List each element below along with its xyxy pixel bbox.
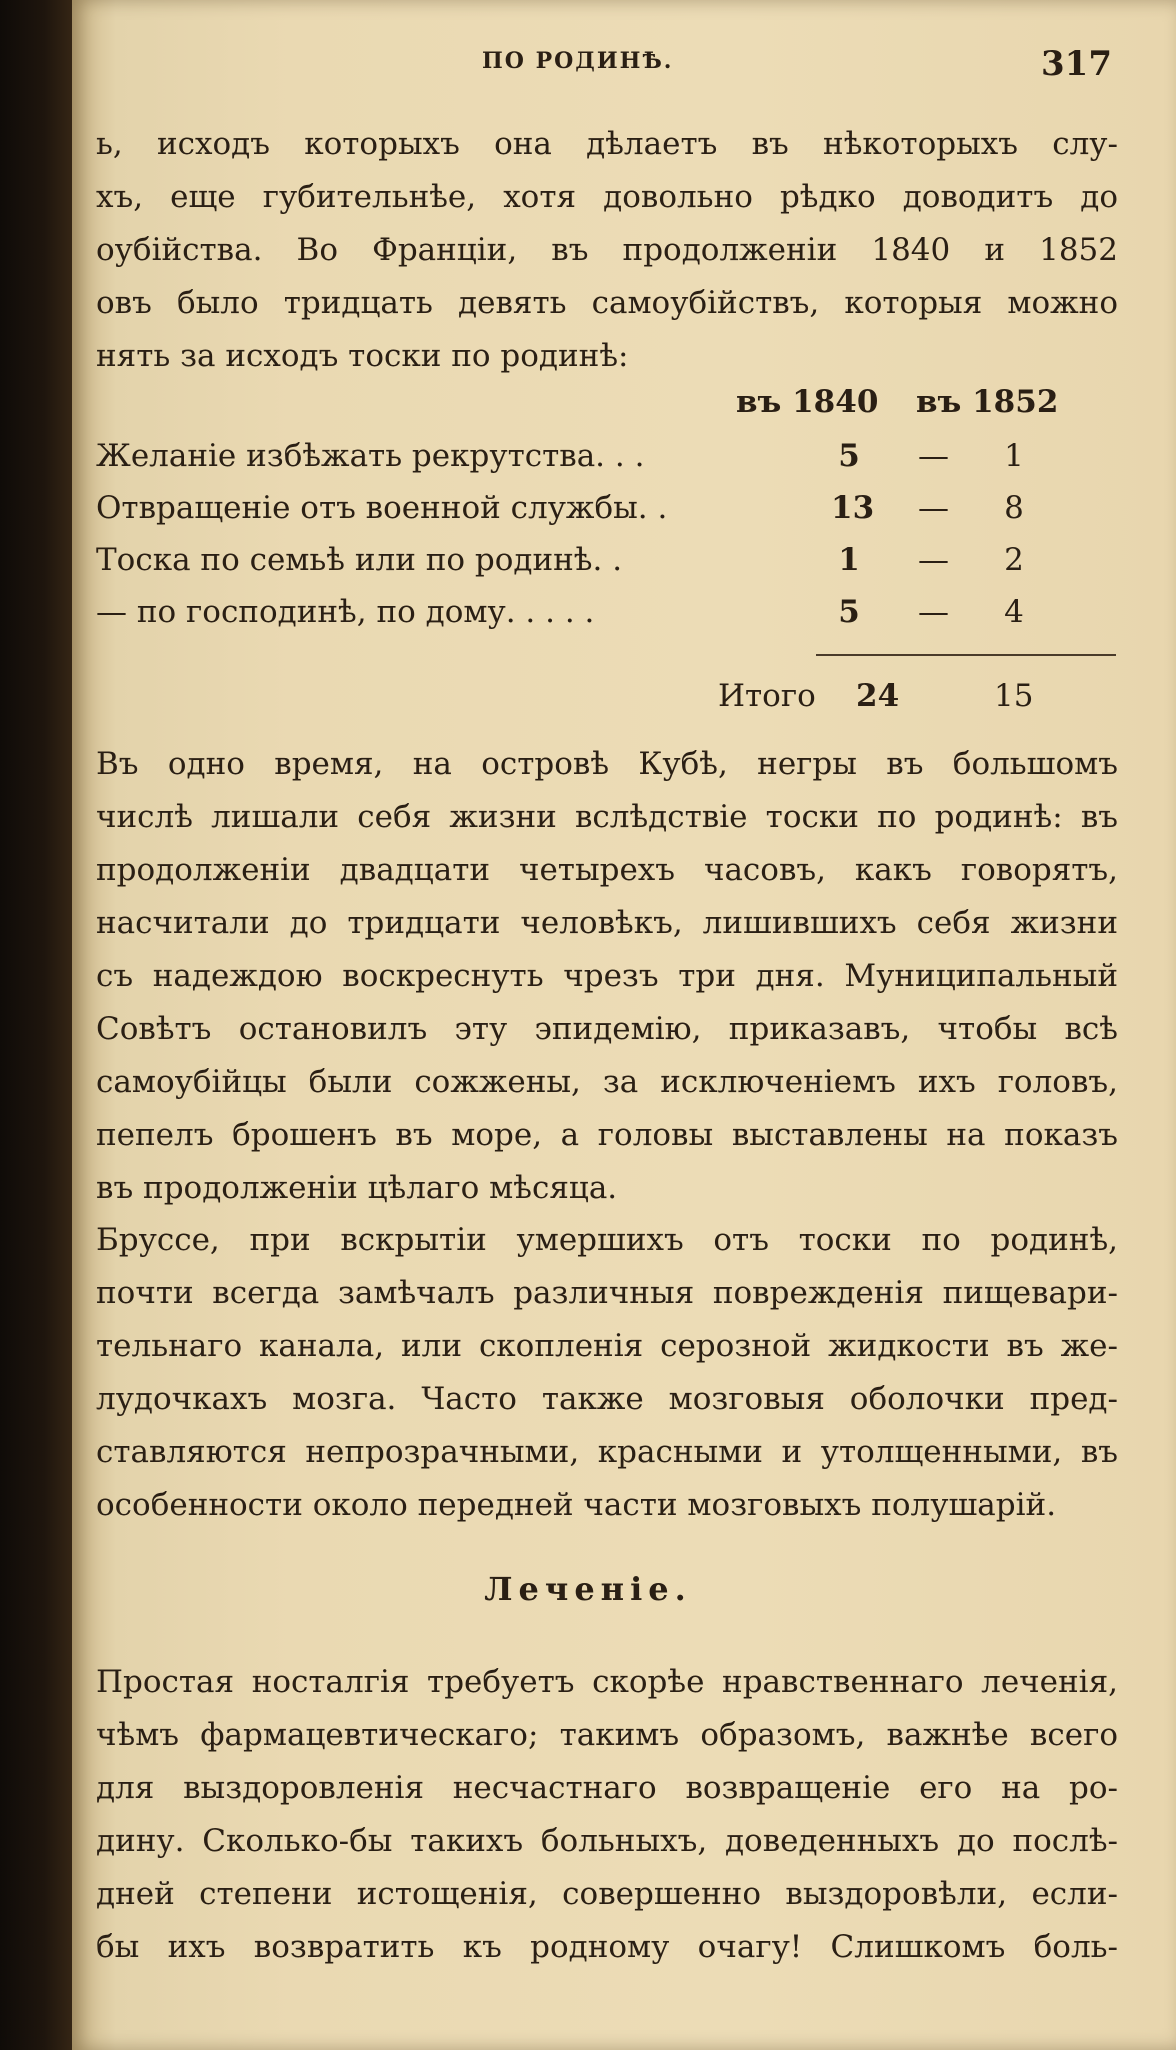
text-line: числѣ лишали себя жизни вслѣдствіе тоски по родинѣ: въ (96, 799, 1118, 835)
text-line: насчитали до тридцати человѣкъ, лишившихъ себя жизни (96, 905, 1118, 941)
dash: — (918, 490, 949, 526)
table-row (96, 586, 1118, 638)
paragraph-3 (96, 1214, 1118, 1532)
text-line: для выздоровленія несчастнаго возвращеніе его на ро- (96, 1770, 1118, 1806)
value-1852: 8 (1004, 490, 1024, 526)
text-line: почти всегда замѣчалъ различныя поврежденія пищевари- (96, 1275, 1118, 1311)
dash: — (918, 438, 949, 474)
text-line: чѣмъ фармацевтическаго; такимъ образомъ, важнѣе всего (96, 1717, 1118, 1753)
paragraph-4 (96, 1656, 1118, 1974)
total-rule (816, 654, 1116, 656)
table-row (96, 430, 1118, 482)
total-1852: 15 (994, 678, 1034, 714)
row-label: Тоска по семьѣ или по родинѣ. . (96, 542, 623, 578)
dash: — (918, 594, 949, 630)
text-line: ставляются непрозрачными, красными и утолщенными, въ (96, 1434, 1118, 1470)
text-line: Простая носталгія требуетъ скорѣе нравственнаго леченія, (96, 1664, 1118, 1700)
text-line: самоубійцы были сожжены, за исключеніемъ ихъ головъ, (96, 1064, 1118, 1100)
column-1840: въ 1840 (736, 384, 879, 420)
text-line: бы ихъ возвратить къ родному очагу! Слишкомъ боль- (96, 1929, 1118, 1965)
suicide-statistics-table (96, 378, 1118, 714)
text-line: дней степени истощенія, совершенно выздоровѣли, если- (96, 1876, 1118, 1912)
text-line: Совѣтъ остановилъ эту эпидемію, приказавъ, чтобы всѣ (96, 1011, 1118, 1047)
dash: — (918, 542, 949, 578)
text-line: продолженіи двадцати четырехъ часовъ, какъ говорятъ, (96, 852, 1118, 888)
page-header (72, 44, 1112, 84)
text-line: пепелъ брошенъ въ море, а головы выставлены на показъ (96, 1117, 1118, 1153)
value-1852: 1 (1004, 438, 1024, 474)
total-1840: 24 (856, 678, 900, 714)
table-header (96, 378, 1118, 430)
paragraph-2 (96, 738, 1118, 1215)
value-1852: 2 (1004, 542, 1024, 578)
value-1840: 1 (838, 542, 860, 578)
table-row (96, 534, 1118, 586)
value-1840: 13 (831, 490, 875, 526)
book-spine-shadow (0, 0, 80, 2050)
row-label: Желаніе избѣжать рекрутства. . . (96, 438, 645, 474)
paragraph-1 (96, 118, 1118, 383)
running-title: ПО РОДИНѢ. (482, 48, 674, 74)
column-1852: въ 1852 (916, 384, 1059, 420)
text-line: ь, исходъ которыхъ она дѣлаетъ въ нѣкоторыхъ слу- (96, 126, 1118, 162)
text-line: въ продолженіи цѣлаго мѣсяца. (96, 1170, 618, 1206)
row-label: Отвращеніе отъ военной службы. . (96, 490, 668, 526)
text-line: особенности около передней части мозговыхъ полушарій. (96, 1487, 1057, 1523)
value-1840: 5 (838, 594, 860, 630)
total-label: Итого (718, 678, 816, 714)
value-1840: 5 (838, 438, 860, 474)
text-line: нять за исходъ тоски по родинѣ: (96, 338, 629, 374)
text-line: овъ было тридцать девять самоубійствъ, которыя можно (96, 285, 1118, 321)
value-1852: 4 (1004, 594, 1024, 630)
text-line: хъ, еще губительнѣе, хотя довольно рѣдко доводитъ до (96, 179, 1118, 215)
row-label: — по господинѣ, по дому. . . . . (96, 594, 595, 630)
text-line: Бруссе, при вскрытіи умершихъ отъ тоски по родинѣ, (96, 1222, 1118, 1258)
table-total (96, 678, 1118, 730)
text-line: Въ одно время, на островѣ Кубѣ, негры въ большомъ (96, 746, 1118, 782)
text-line: съ надеждою воскреснуть чрезъ три дня. Муниципальный (96, 958, 1118, 994)
text-line: лудочкахъ мозга. Часто также мозговыя оболочки пред- (96, 1381, 1118, 1417)
section-title: Леченіе. (484, 1570, 692, 1608)
text-line: оубійства. Во Франціи, въ продолженіи 1840 и 1852 (96, 232, 1118, 268)
text-line: дину. Сколько-бы такихъ больныхъ, доведенныхъ до послѣ- (96, 1823, 1118, 1859)
table-row (96, 482, 1118, 534)
text-line: тельнаго канала, или скопленія серозной жидкости въ же- (96, 1328, 1118, 1364)
page-number: 317 (1041, 44, 1112, 84)
